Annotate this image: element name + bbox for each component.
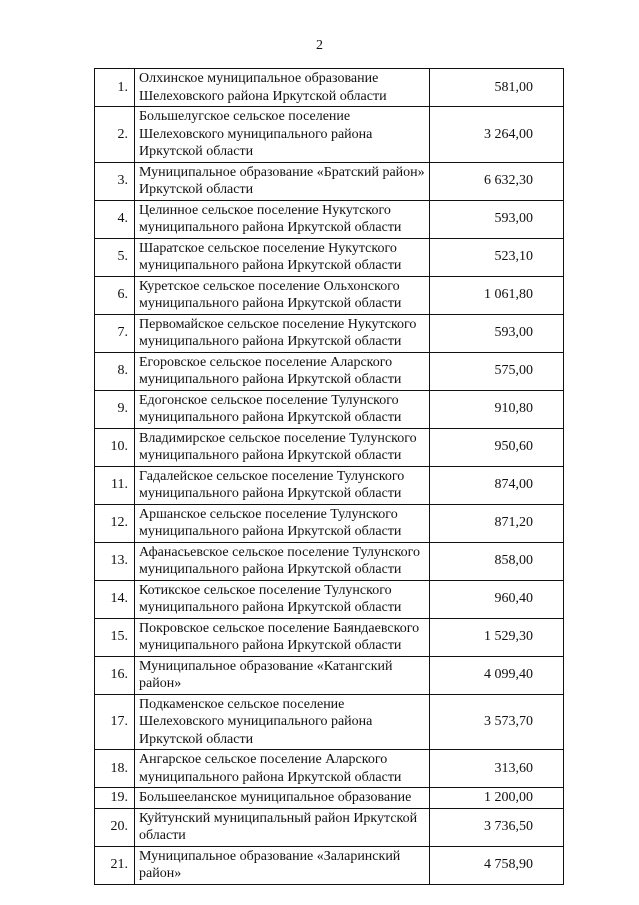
table-row: [95, 694, 564, 750]
municipality-name: Ангарское сельское поселение Аларского муниципального района Иркутской области: [135, 750, 430, 788]
row-number: 10.: [95, 428, 135, 466]
table-row: [95, 162, 564, 200]
amount-value: 593,00: [430, 200, 564, 238]
row-number: 13.: [95, 542, 135, 580]
table-row: [95, 788, 564, 809]
amount-value: 960,40: [430, 580, 564, 618]
table-row: [95, 428, 564, 466]
table-row: [95, 238, 564, 276]
table-row: [95, 314, 564, 352]
amount-value: 6 632,30: [430, 162, 564, 200]
table-row: [95, 107, 564, 163]
municipality-name: Шаратское сельское поселение Нукутского муниципального района Иркутской области: [135, 238, 430, 276]
row-number: 8.: [95, 352, 135, 390]
amount-value: 593,00: [430, 314, 564, 352]
table-row: [95, 542, 564, 580]
municipality-name: Куретское сельское поселение Ольхонского муниципального района Иркутской области: [135, 276, 430, 314]
municipality-name: Муниципальное образование «Катангский район»: [135, 656, 430, 694]
row-number: 20.: [95, 808, 135, 846]
amount-value: 874,00: [430, 466, 564, 504]
table-row: [95, 846, 564, 884]
page-number: 2: [316, 38, 323, 53]
row-number: 17.: [95, 694, 135, 750]
amount-value: 581,00: [430, 69, 564, 107]
row-number: 18.: [95, 750, 135, 788]
municipality-name: Олхинское муниципальное образование Шелеховского района Иркутской области: [135, 69, 430, 107]
amount-value: 4 758,90: [430, 846, 564, 884]
row-number: 16.: [95, 656, 135, 694]
amount-value: 4 099,40: [430, 656, 564, 694]
table-row: [95, 504, 564, 542]
table-row: [95, 69, 564, 107]
amount-value: 858,00: [430, 542, 564, 580]
amount-value: 575,00: [430, 352, 564, 390]
table-row: [95, 808, 564, 846]
row-number: 6.: [95, 276, 135, 314]
row-number: 5.: [95, 238, 135, 276]
amount-value: 950,60: [430, 428, 564, 466]
table-row: [95, 466, 564, 504]
row-number: 11.: [95, 466, 135, 504]
municipality-name: Аршанское сельское поселение Тулунского муниципального района Иркутской области: [135, 504, 430, 542]
municipality-name: Котикское сельское поселение Тулунского муниципального района Иркутской области: [135, 580, 430, 618]
amount-value: 910,80: [430, 390, 564, 428]
data-table: [94, 68, 564, 885]
table-row: [95, 618, 564, 656]
municipality-name: Муниципальное образование «Братский район» Иркутской области: [135, 162, 430, 200]
table-row: [95, 750, 564, 788]
amount-value: 313,60: [430, 750, 564, 788]
table-row: [95, 200, 564, 238]
municipality-name: Большелугское сельское поселение Шелеховского муниципального района Иркутской области: [135, 107, 430, 163]
municipality-name: Гадалейское сельское поселение Тулунского муниципального района Иркутской области: [135, 466, 430, 504]
table-row: [95, 276, 564, 314]
table-body: [95, 69, 564, 885]
municipality-name: Подкаменское сельское поселение Шелеховского муниципального района Иркутской области: [135, 694, 430, 750]
amount-value: 871,20: [430, 504, 564, 542]
row-number: 9.: [95, 390, 135, 428]
row-number: 3.: [95, 162, 135, 200]
row-number: 14.: [95, 580, 135, 618]
table-row: [95, 352, 564, 390]
row-number: 1.: [95, 69, 135, 107]
municipality-name: Большееланское муниципальное образование: [135, 788, 430, 809]
amount-value: 3 736,50: [430, 808, 564, 846]
amount-value: 1 061,80: [430, 276, 564, 314]
row-number: 4.: [95, 200, 135, 238]
row-number: 2.: [95, 107, 135, 163]
municipality-name: Муниципальное образование «Заларинский район»: [135, 846, 430, 884]
amount-value: 3 264,00: [430, 107, 564, 163]
amount-value: 3 573,70: [430, 694, 564, 750]
row-number: 15.: [95, 618, 135, 656]
municipality-name: Едогонское сельское поселение Тулунского муниципального района Иркутской области: [135, 390, 430, 428]
municipality-name: Куйтунский муниципальный район Иркутской области: [135, 808, 430, 846]
amount-value: 1 200,00: [430, 788, 564, 809]
amount-value: 523,10: [430, 238, 564, 276]
municipality-name: Владимирское сельское поселение Тулунского муниципального района Иркутской области: [135, 428, 430, 466]
table-row: [95, 390, 564, 428]
municipality-name: Первомайское сельское поселение Нукутского муниципального района Иркутской области: [135, 314, 430, 352]
municipality-name: Егоровское сельское поселение Аларского муниципального района Иркутской области: [135, 352, 430, 390]
table-row: [95, 580, 564, 618]
municipality-name: Целинное сельское поселение Нукутского муниципального района Иркутской области: [135, 200, 430, 238]
row-number: 7.: [95, 314, 135, 352]
row-number: 21.: [95, 846, 135, 884]
amount-value: 1 529,30: [430, 618, 564, 656]
table-row: [95, 656, 564, 694]
row-number: 12.: [95, 504, 135, 542]
municipality-name: Афанасьевское сельское поселение Тулунского муниципального района Иркутской области: [135, 542, 430, 580]
row-number: 19.: [95, 788, 135, 809]
municipality-name: Покровское сельское поселение Баяндаевского муниципального района Иркутской области: [135, 618, 430, 656]
